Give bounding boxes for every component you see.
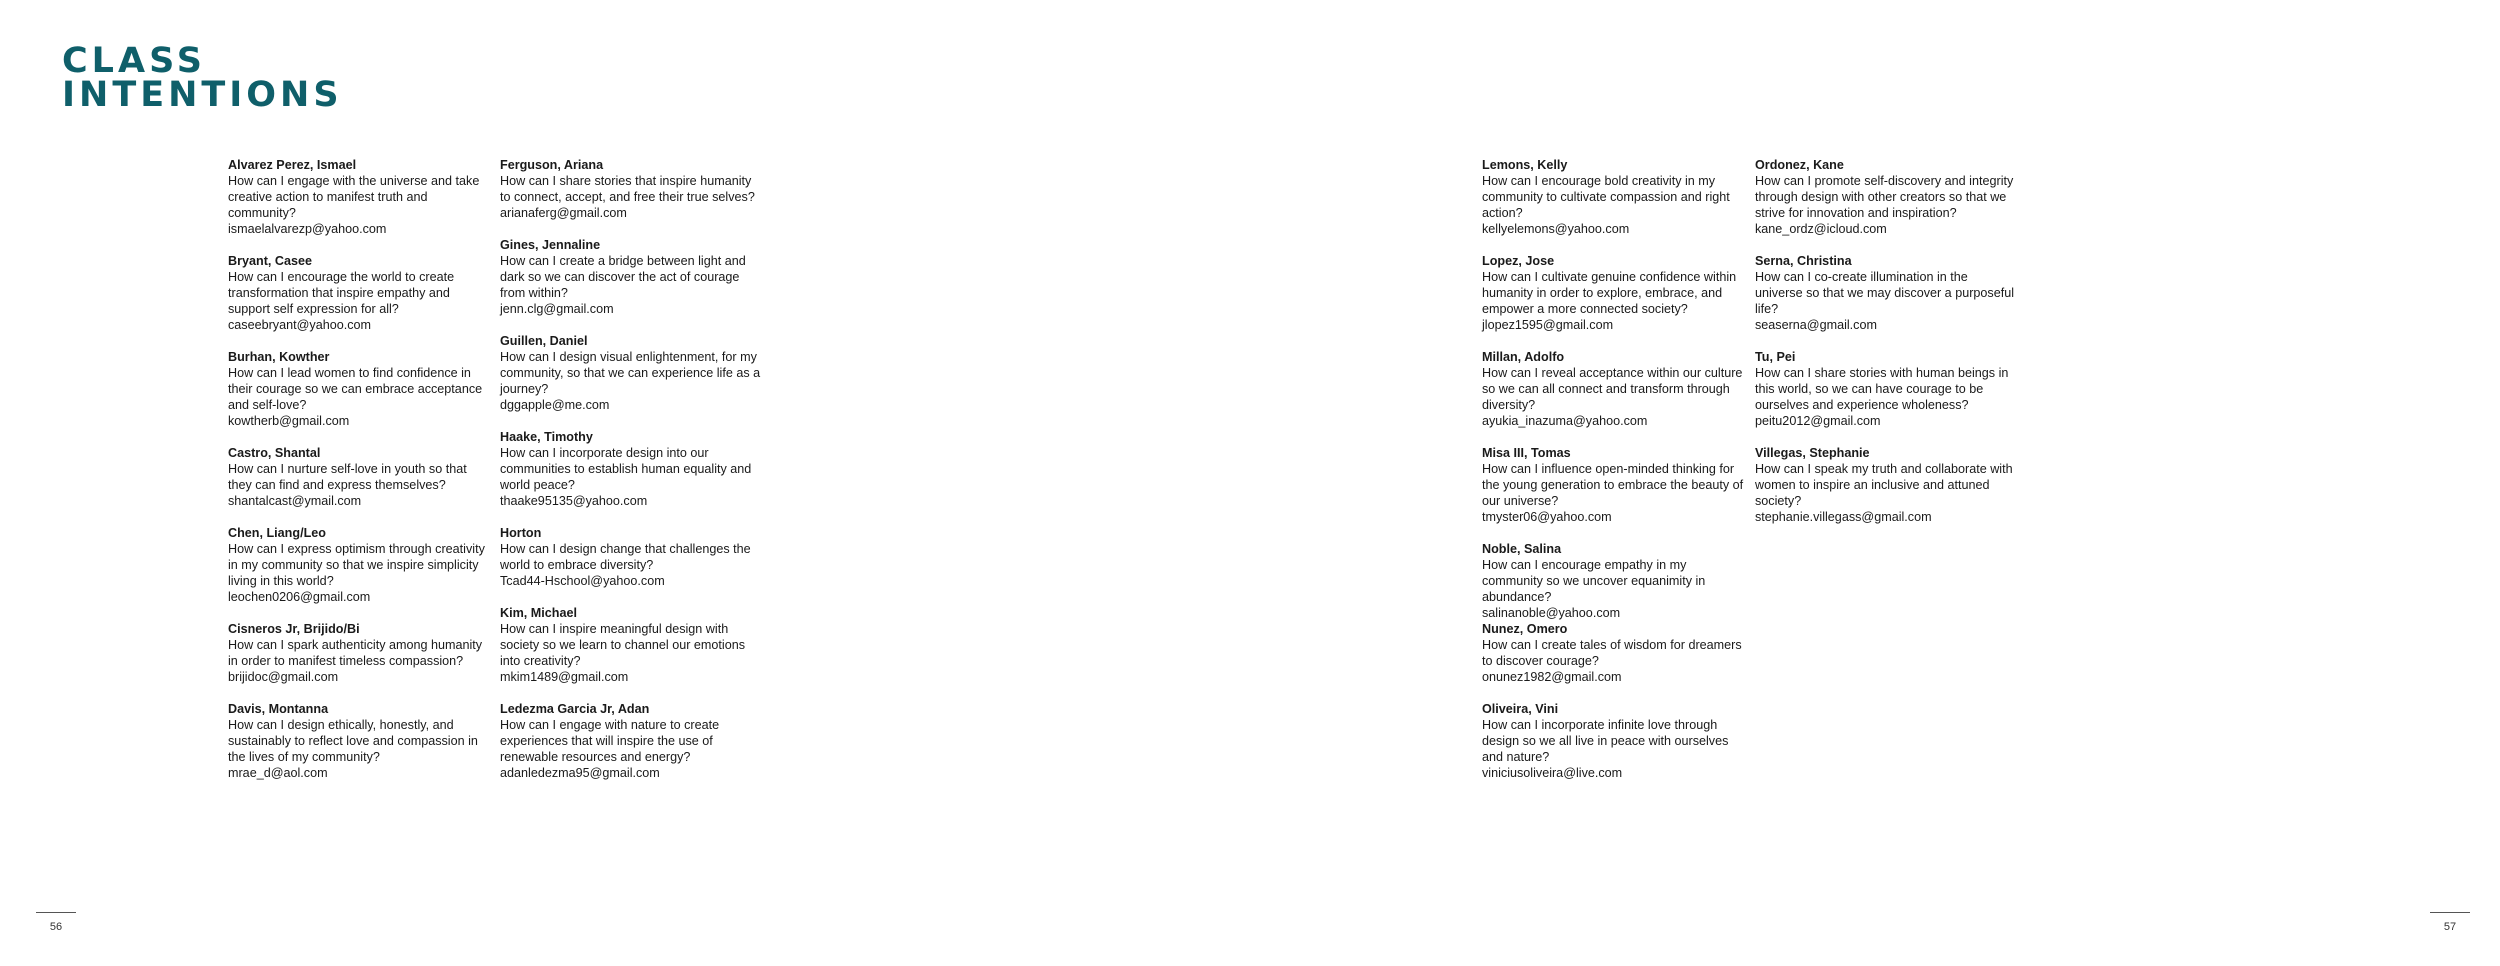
student-email: kowtherb@gmail.com	[228, 414, 350, 428]
intention-question: How can I design change that challenges the world to embrace diversity?	[500, 542, 751, 572]
list-item	[228, 157, 490, 237]
student-name: Chen, Liang/Leo	[228, 526, 326, 540]
student-email: arianaferg@gmail.com	[500, 206, 627, 220]
list-item	[500, 157, 762, 221]
student-name: Ferguson, Ariana	[500, 158, 604, 172]
student-name: Gines, Jennaline	[500, 238, 601, 252]
intention-question: How can I encourage bold creativity in my community to cultivate compassion and right action?	[1482, 174, 1730, 220]
student-name: Villegas, Stephanie	[1755, 446, 1870, 460]
student-email: adanledezma95@gmail.com	[500, 766, 660, 780]
student-email: stephanie.villegass@gmail.com	[1755, 510, 1932, 524]
student-name: Nunez, Omero	[1482, 622, 1568, 636]
student-email: tmyster06@yahoo.com	[1482, 510, 1612, 524]
intention-question: How can I nurture self-love in youth so that they can find and express themselves?	[228, 462, 467, 492]
student-email: onunez1982@gmail.com	[1482, 670, 1622, 684]
student-email: mkim1489@gmail.com	[500, 670, 629, 684]
student-email: Tcad44-Hschool@yahoo.com	[500, 574, 665, 588]
list-item	[1755, 253, 2017, 333]
entries-column-3	[1482, 157, 1744, 797]
student-email: shantalcast@ymail.com	[228, 494, 362, 508]
title-line-1: CLASS	[62, 41, 206, 81]
list-item	[500, 525, 762, 589]
list-item	[228, 621, 490, 685]
intention-question: How can I cultivate genuine confidence within humanity in order to explore, embrace, and empower a more connected society?	[1482, 270, 1737, 316]
intention-question: How can I encourage empathy in my community so we uncover equanimity in abundance?	[1482, 558, 1706, 604]
student-email: thaake95135@yahoo.com	[500, 494, 648, 508]
list-item	[500, 701, 762, 781]
entries-column-4	[1755, 157, 2017, 541]
intention-question: How can I design visual enlightenment, for my community, so that we can experience life as a journey?	[500, 350, 761, 396]
list-item	[228, 525, 490, 605]
student-name: Guillen, Daniel	[500, 334, 588, 348]
list-item	[500, 237, 762, 317]
list-item	[1482, 621, 1744, 685]
student-name: Burhan, Kowther	[228, 350, 330, 364]
intention-question: How can I reveal acceptance within our culture so we can all connect and transform through diversity?	[1482, 366, 1743, 412]
student-name: Serna, Christina	[1755, 254, 1852, 268]
intention-question: How can I create a bridge between light and dark so we can discover the act of courage from within?	[500, 254, 746, 300]
student-email: ayukia_inazuma@yahoo.com	[1482, 414, 1648, 428]
list-item	[228, 349, 490, 429]
list-item	[500, 605, 762, 685]
list-item	[1482, 157, 1744, 237]
intention-question: How can I share stories that inspire humanity to connect, accept, and free their true selves?	[500, 174, 755, 204]
student-name: Horton	[500, 526, 542, 540]
student-name: Bryant, Casee	[228, 254, 312, 268]
list-item	[1755, 349, 2017, 429]
student-email: salinanoble@yahoo.com	[1482, 606, 1621, 620]
intention-question: How can I create tales of wisdom for dreamers to discover courage?	[1482, 638, 1742, 668]
student-name: Ledezma Garcia Jr, Adan	[500, 702, 650, 716]
intention-question: How can I spark authenticity among humanity in order to manifest timeless compassion?	[228, 638, 483, 668]
page-number-left: 56	[36, 912, 76, 933]
intention-question: How can I engage with the universe and take creative action to manifest truth and community?	[228, 174, 480, 220]
student-email: kellyelemons@yahoo.com	[1482, 222, 1630, 236]
list-item	[1482, 541, 1744, 621]
list-item	[1482, 253, 1744, 333]
list-item	[1755, 157, 2017, 237]
student-email: peitu2012@gmail.com	[1755, 414, 1881, 428]
student-email: caseebryant@yahoo.com	[228, 318, 371, 332]
intention-question: How can I promote self-discovery and integrity through design with other creators so that we strive for innovation and inspiration?	[1755, 174, 2014, 220]
student-name: Kim, Michael	[500, 606, 577, 620]
student-email: mrae_d@aol.com	[228, 766, 328, 780]
student-name: Oliveira, Vini	[1482, 702, 1559, 716]
list-item	[1755, 445, 2017, 525]
student-name: Noble, Salina	[1482, 542, 1562, 556]
intention-question: How can I express optimism through creativity in my community so that we inspire simplicity living in this world?	[228, 542, 485, 588]
list-item	[228, 701, 490, 781]
list-item	[1482, 349, 1744, 429]
student-email: brijidoc@gmail.com	[228, 670, 339, 684]
list-item	[228, 445, 490, 509]
student-name: Misa III, Tomas	[1482, 446, 1571, 460]
student-name: Castro, Shantal	[228, 446, 321, 460]
list-item	[228, 253, 490, 333]
page-title	[62, 41, 343, 115]
student-email: jlopez1595@gmail.com	[1482, 318, 1614, 332]
student-email: dggapple@me.com	[500, 398, 610, 412]
list-item	[1482, 445, 1744, 525]
student-name: Lemons, Kelly	[1482, 158, 1568, 172]
entries-column-1	[228, 157, 490, 797]
intention-question: How can I speak my truth and collaborate with women to inspire an inclusive and attuned society?	[1755, 462, 2013, 508]
student-email: seaserna@gmail.com	[1755, 318, 1877, 332]
intention-question: How can I engage with nature to create experiences that will inspire the use of renewable resources and energy?	[500, 718, 720, 764]
student-name: Cisneros Jr, Brijido/Bi	[228, 622, 360, 636]
intention-question: How can I incorporate design into our communities to establish human equality and world peace?	[500, 446, 752, 492]
list-item	[500, 429, 762, 509]
intention-question: How can I lead women to find confidence in their courage so we can embrace acceptance and self-love?	[228, 366, 483, 412]
student-email: viniciusoliveira@live.com	[1482, 766, 1623, 780]
intention-question: How can I encourage the world to create transformation that inspire empathy and support self expression for all?	[228, 270, 455, 316]
list-item	[1482, 701, 1744, 781]
student-name: Lopez, Jose	[1482, 254, 1555, 268]
student-name: Tu, Pei	[1755, 350, 1796, 364]
intention-question: How can I design ethically, honestly, and sustainably to reflect love and compassion in the lives of my community?	[228, 718, 478, 764]
page-number-right: 57	[2430, 912, 2470, 933]
student-name: Millan, Adolfo	[1482, 350, 1565, 364]
student-name: Alvarez Perez, Ismael	[228, 158, 357, 172]
intention-question: How can I influence open-minded thinking for the young generation to embrace the beauty of our universe?	[1482, 462, 1744, 508]
list-item	[500, 333, 762, 413]
intention-question: How can I co-create illumination in the universe so that we may discover a purposeful life?	[1755, 270, 2015, 316]
intention-question: How can I incorporate infinite love through design so we all live in peace with ourselves and nature?	[1482, 718, 1729, 764]
student-name: Haake, Timothy	[500, 430, 593, 444]
intention-question: How can I share stories with human beings in this world, so we can have courage to be ourselves and experience wholeness?	[1755, 366, 2009, 412]
intention-question: How can I inspire meaningful design with society so we learn to channel our emotions into creativity?	[500, 622, 746, 668]
student-email: jenn.clg@gmail.com	[500, 302, 614, 316]
student-name: Ordonez, Kane	[1755, 158, 1844, 172]
student-email: kane_ordz@icloud.com	[1755, 222, 1887, 236]
student-email: leochen0206@gmail.com	[228, 590, 371, 604]
title-line-2: INTENTIONS	[62, 75, 343, 115]
entries-column-2	[500, 157, 762, 797]
student-email: ismaelalvarezp@yahoo.com	[228, 222, 387, 236]
student-name: Davis, Montanna	[228, 702, 329, 716]
